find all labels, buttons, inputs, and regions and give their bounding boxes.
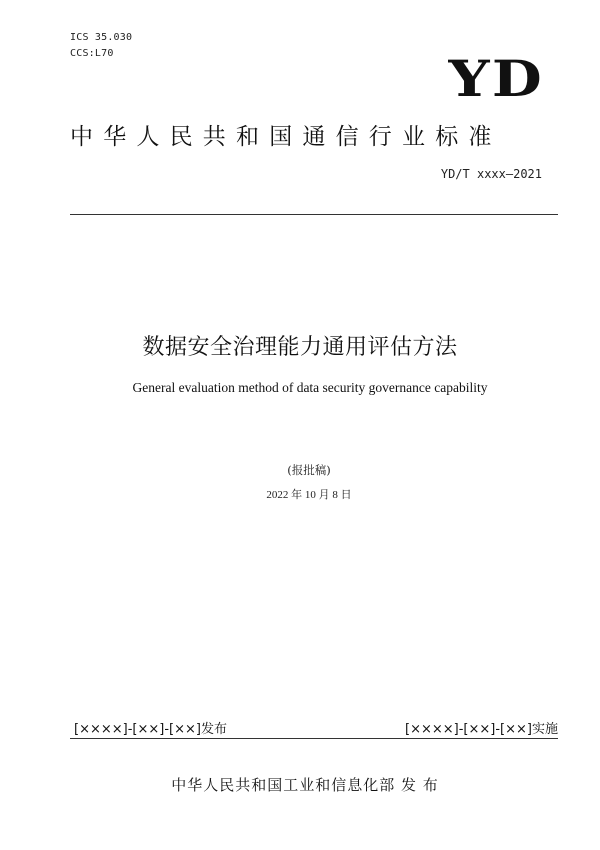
footer-divider <box>70 738 558 739</box>
yd-logo: YD <box>448 49 544 108</box>
header-divider <box>70 214 558 215</box>
publish-date: [××××]-[××]-[××]发布 <box>74 722 227 737</box>
issuing-authority: 中华人民共和国工业和信息化部 发 布 <box>171 776 439 794</box>
organization-title: 中华人民共和国通信行业标准 <box>70 124 502 150</box>
draft-status: (报批稿) <box>287 463 331 477</box>
ics-code: ICS 35.030 <box>70 32 133 43</box>
implement-date: [××××]-[××]-[××]实施 <box>405 722 558 737</box>
ccs-code: CCS:L70 <box>70 48 114 59</box>
standard-number: YD/T xxxx—2021 <box>440 167 542 181</box>
draft-date: 2022 年 10 月 8 日 <box>266 489 352 501</box>
document-title-english: General evaluation method of data security governance capability <box>132 380 488 395</box>
document-title-chinese: 数据安全治理能力通用评估方法 <box>142 335 458 360</box>
